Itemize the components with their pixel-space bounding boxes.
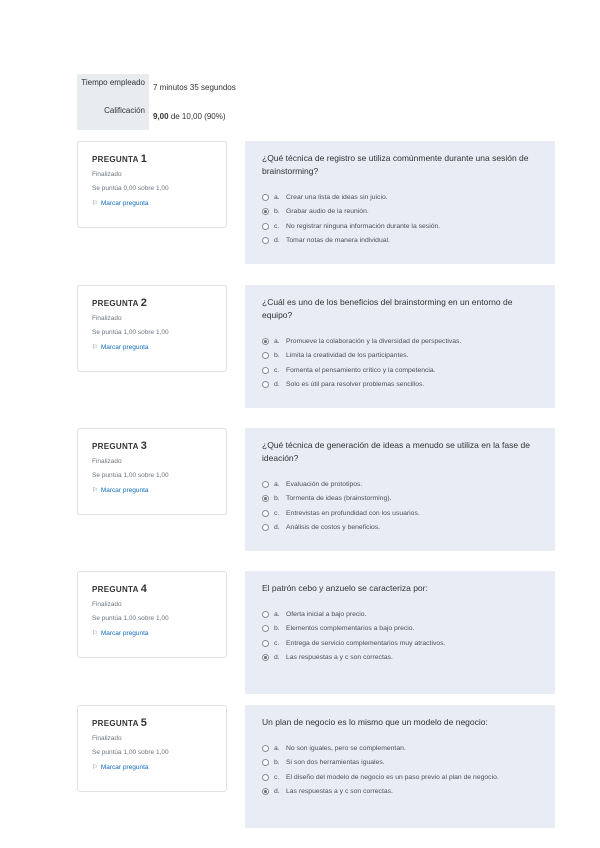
flag-icon: ⚐ [92, 487, 98, 494]
question-text: ¿Cuál es uno de los beneficios del brainstorming en un entorno de equipo? [262, 297, 513, 320]
time-value: 7 minutos 35 segundos [153, 83, 236, 92]
time-label: Tiempo empleado [77, 74, 149, 102]
flag-question-link[interactable]: ⚐ Marcar pregunta [92, 630, 149, 637]
radio-button[interactable] [262, 611, 269, 618]
radio-button[interactable] [262, 625, 269, 632]
question-text: ¿Qué técnica de registro se utiliza comúnmente durante una sesión de brainstorming? [262, 153, 529, 176]
answer-list [262, 607, 538, 665]
radio-button[interactable] [262, 654, 269, 661]
question-content [245, 705, 555, 828]
radio-button[interactable] [262, 223, 269, 230]
answer-option-c[interactable]: c. El diseño del modelo de negocio es un paso previo al plan de negocio. [262, 770, 538, 785]
question-state: Finalizado [92, 458, 122, 465]
grade-score: 9,00 [153, 112, 169, 121]
question-grade: Se puntúa 0,00 sobre 1,00 [92, 185, 169, 192]
answer-option-d[interactable]: d. Análisis de costos y beneficios. [262, 521, 538, 536]
question-number: PREGUNTA 2 [92, 297, 148, 309]
flag-question-link[interactable]: ⚐ Marcar pregunta [92, 344, 149, 351]
question-content [245, 571, 555, 694]
radio-button[interactable] [262, 788, 269, 795]
answer-option-a[interactable]: a. No son iguales, pero se complementan. [262, 741, 538, 756]
flag-icon: ⚐ [92, 344, 98, 351]
question-grade: Se puntúa 1,00 sobre 1,00 [92, 749, 169, 756]
radio-button[interactable] [262, 381, 269, 388]
question-text: El patrón cebo y anzuelo se caracteriza por: [262, 583, 428, 593]
flag-icon: ⚐ [92, 630, 98, 637]
answer-option-c[interactable]: c. Entrevistas en profundidad con los usuarios. [262, 506, 538, 521]
question-content [245, 285, 555, 408]
answer-option-b[interactable]: b. Limita la creatividad de los participantes. [262, 349, 538, 364]
question-text: ¿Qué técnica de generación de ideas a menudo se utiliza en la fase de ideación? [262, 440, 530, 463]
grade-rest: de 10,00 (90%) [170, 112, 226, 121]
question-info [77, 285, 227, 372]
question-info [77, 141, 227, 228]
attempt-summary [77, 74, 237, 130]
radio-button[interactable] [262, 495, 269, 502]
question-content [245, 141, 555, 264]
radio-button[interactable] [262, 208, 269, 215]
grade-label: Calificación [77, 102, 149, 130]
question-state: Finalizado [92, 171, 122, 178]
question-text: Un plan de negocio es lo mismo que un modelo de negocio: [262, 717, 488, 727]
radio-button[interactable] [262, 640, 269, 647]
question-grade: Se puntúa 1,00 sobre 1,00 [92, 472, 169, 479]
answer-option-a[interactable]: a. Crear una lista de ideas sin juicio. [262, 190, 538, 205]
flag-question-link[interactable]: ⚐ Marcar pregunta [92, 487, 149, 494]
question-info [77, 705, 227, 792]
flag-icon: ⚐ [92, 200, 98, 207]
answer-option-a[interactable]: a. Oferta inicial a bajo precio. [262, 607, 538, 622]
answer-option-d[interactable]: d. Tomar notas de manera individual. [262, 234, 538, 249]
answer-list [262, 334, 538, 392]
radio-button[interactable] [262, 510, 269, 517]
answer-option-d[interactable]: d. Las respuestas a y c son correctas. [262, 651, 538, 666]
radio-button[interactable] [262, 745, 269, 752]
question-number: PREGUNTA 1 [92, 153, 148, 165]
answer-option-b[interactable]: b. Grabar audio de la reunión. [262, 205, 538, 220]
answer-option-a[interactable]: a. Promueve la colaboración y la diversidad de perspectivas. [262, 334, 538, 349]
answer-option-d[interactable]: d. Solo es útil para resolver problemas sencillos. [262, 378, 538, 393]
question-content [245, 428, 555, 551]
answer-option-c[interactable]: c. Entrega de servicio complementarios muy atractivos. [262, 636, 538, 651]
question-state: Finalizado [92, 601, 122, 608]
radio-button[interactable] [262, 352, 269, 359]
answer-option-b[interactable]: b. Si son dos herramientas iguales. [262, 756, 538, 771]
question-number: PREGUNTA 4 [92, 583, 148, 595]
answer-list [262, 477, 538, 535]
answer-option-c[interactable]: c. Fomenta el pensamiento crítico y la competencia. [262, 363, 538, 378]
question-state: Finalizado [92, 735, 122, 742]
question-grade: Se puntúa 1,00 sobre 1,00 [92, 615, 169, 622]
question-number: PREGUNTA 3 [92, 440, 148, 452]
question-number: PREGUNTA 5 [92, 717, 148, 729]
flag-question-link[interactable]: ⚐ Marcar pregunta [92, 200, 149, 207]
radio-button[interactable] [262, 367, 269, 374]
radio-button[interactable] [262, 481, 269, 488]
radio-button[interactable] [262, 338, 269, 345]
radio-button[interactable] [262, 759, 269, 766]
radio-button[interactable] [262, 237, 269, 244]
flag-question-link[interactable]: ⚐ Marcar pregunta [92, 764, 149, 771]
answer-option-b[interactable]: b. Elementos complementarios a bajo precio. [262, 622, 538, 637]
answer-option-b[interactable]: b. Tormenta de ideas (brainstorming). [262, 492, 538, 507]
answer-list [262, 190, 538, 248]
grade-value [149, 102, 226, 122]
answer-list [262, 741, 538, 799]
question-info [77, 571, 227, 658]
question-state: Finalizado [92, 315, 122, 322]
radio-button[interactable] [262, 524, 269, 531]
question-grade: Se puntúa 1,00 sobre 1,00 [92, 329, 169, 336]
radio-button[interactable] [262, 194, 269, 201]
flag-icon: ⚐ [92, 764, 98, 771]
answer-option-c[interactable]: c. No registrar ninguna información durante la sesión. [262, 219, 538, 234]
question-info [77, 428, 227, 515]
answer-option-d[interactable]: d. Las respuestas a y c son correctas. [262, 785, 538, 800]
answer-option-a[interactable]: a. Evaluación de prototipos. [262, 477, 538, 492]
radio-button[interactable] [262, 774, 269, 781]
